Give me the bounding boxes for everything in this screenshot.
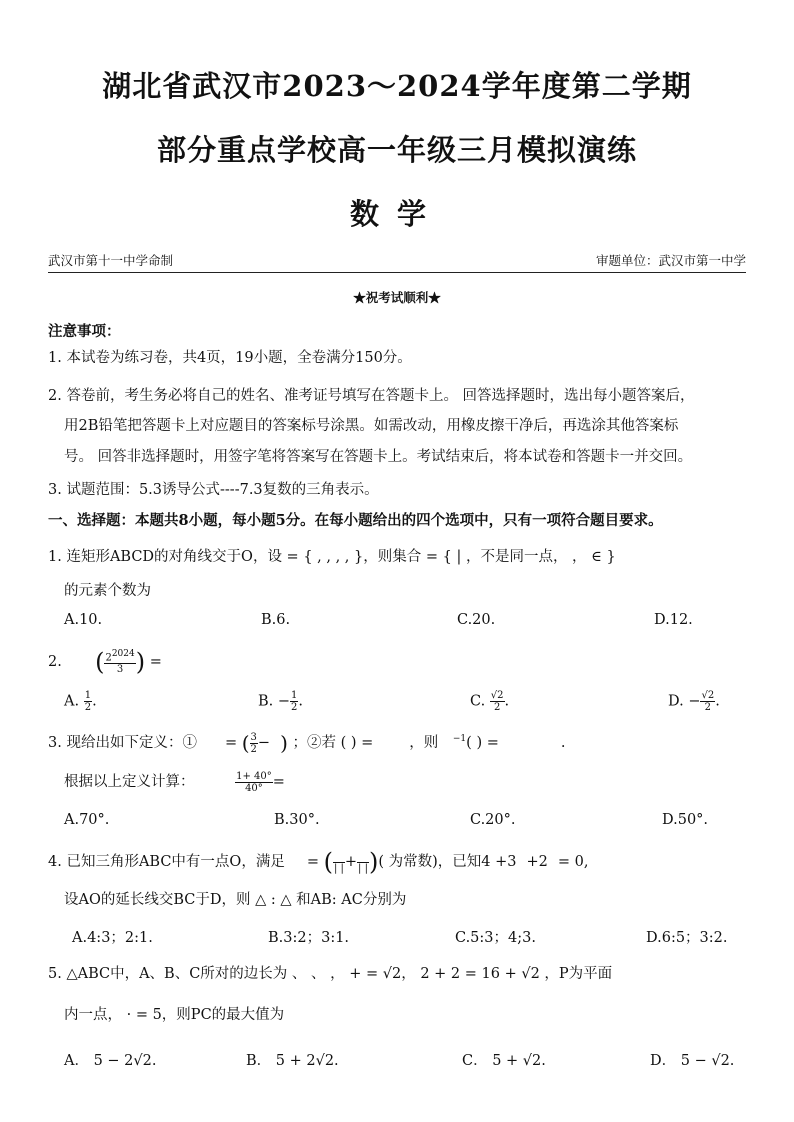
notice-item-3: 3. 试题范围：5.3诱导公式----7.3复数的三角表示。 (48, 482, 379, 498)
q3-option-a: A.70°. (64, 812, 110, 828)
q4-stem-line1: 4. 已知三角形ABC中有一点O，满足 = ( | | + | | )( 为常数)，已知4 +3 +2 = 0, (48, 848, 589, 876)
q2-label: 2. (48, 654, 62, 670)
q2-exponent: 2024 (111, 648, 135, 659)
notice-item-2-line2: 用2B铅笔把答题卡上对应题目的答案标号涂黑。如需改动，用橡皮擦干净后，再选涂其他答案标 (64, 418, 679, 434)
q1-stem-line1: 1. 连矩形ABCD的对角线交于O，设 = { , , , , }，则集合 = { | ，不是同一点， ， ∈ } (48, 549, 616, 565)
maker-label: 武汉市第十一中学命制 (48, 253, 174, 268)
q3-stem-line1: 3. 现给出如下定义：① = ( $\frac{3}{2}$ − ) ；②若 ( ) = ，则 $^{-1}$( ) = . (48, 731, 566, 755)
exam-title-line1: 湖北省武汉市2023～2024学年度第二学期 (102, 69, 692, 103)
q5-stem-line1: 5. △ABC中，A、B、C所对的边长为 、 、 ， + = √2， 2 + 2 = 16 + √2 ，P为平面 (48, 966, 613, 982)
q2-option-d: D. − $\frac{√2}{2}$ . (668, 690, 720, 713)
q2-option-c: C. $\frac{√2}{2}$ . (470, 690, 510, 713)
subject-title: 数学 (349, 197, 444, 231)
q2-option-b: B. − $\frac{1}{2}$ . (258, 690, 304, 713)
header-divider (48, 272, 746, 273)
q4-option-a: A.4:3；2:1. (72, 930, 153, 946)
q2-fraction (104, 649, 135, 675)
q2-equals: = (149, 654, 162, 670)
q5-stem-line2: 内一点， · = 5，则PC的最大值为 (64, 1007, 285, 1023)
q2-paren-close: ) (135, 648, 146, 676)
notice-item-2-line1: 2. 答卷前，考生务必将自己的姓名、准考证号填写在答题卡上。 回答选择题时，选出每小题答案后， (48, 388, 695, 404)
reviewer-label: 审题单位：武汉市第一中学 (595, 253, 746, 268)
q1-option-d: D.12. (654, 612, 693, 628)
exam-title-line2: 部分重点学校高一年级三月模拟演练 (156, 133, 637, 167)
q2-base: 2 (105, 652, 112, 664)
q2-stem (48, 648, 162, 676)
q1-option-a: A.10. (64, 612, 103, 628)
q3-stem-line2: 根据以上定义计算： $\frac{1+ 40^\circ}{40^\circ}$ = (64, 770, 285, 794)
notice-heading: 注意事项： (48, 323, 121, 340)
q1-option-c: C.20. (457, 612, 496, 628)
q4-stem-line2: 设AO的延长线交BC于D，则 △ : △ 和AB: AC分别为 (64, 892, 407, 908)
section-1-heading: 一、选择题：本题共8小题，每小题5分。在每小题给出的四个选项中，只有一项符合题目要求。 (48, 512, 663, 529)
notice-item-1: 1. 本试卷为练习卷，共4页，19小题，全卷满分150分。 (48, 350, 412, 366)
q3-option-b: B.30°. (274, 812, 320, 828)
q5-option-d: D． 5 − √2. (650, 1053, 735, 1069)
q1-option-b: B.6. (261, 612, 291, 628)
q3-option-d: D.50°. (662, 812, 709, 828)
wish-text: ★祝考试顺利★ (353, 290, 441, 305)
q2-denominator: 3 (116, 664, 124, 676)
q5-option-b: B． 5 + 2√2. (246, 1053, 339, 1069)
q2-option-a: A. $\frac{1}{2}$ . (64, 690, 97, 713)
q4-option-d: D.6:5；3:2. (646, 930, 728, 946)
q5-option-c: C． 5 + √2. (462, 1053, 546, 1069)
q3-option-c: C.20°. (470, 812, 516, 828)
q2-paren-open: ( (95, 648, 105, 676)
q4-option-b: B.3:2；3:1. (268, 930, 350, 946)
q4-option-c: C.5:3；4;3. (455, 930, 536, 946)
q1-stem-line2: 的元素个数为 (64, 583, 151, 599)
q5-option-a: A． 5 − 2√2. (64, 1053, 157, 1069)
notice-item-2-line3: 号。 回答非选择题时，用签字笔将答案写在答题卡上。考试结束后，将本试卷和答题卡一并交回。 (64, 449, 693, 465)
